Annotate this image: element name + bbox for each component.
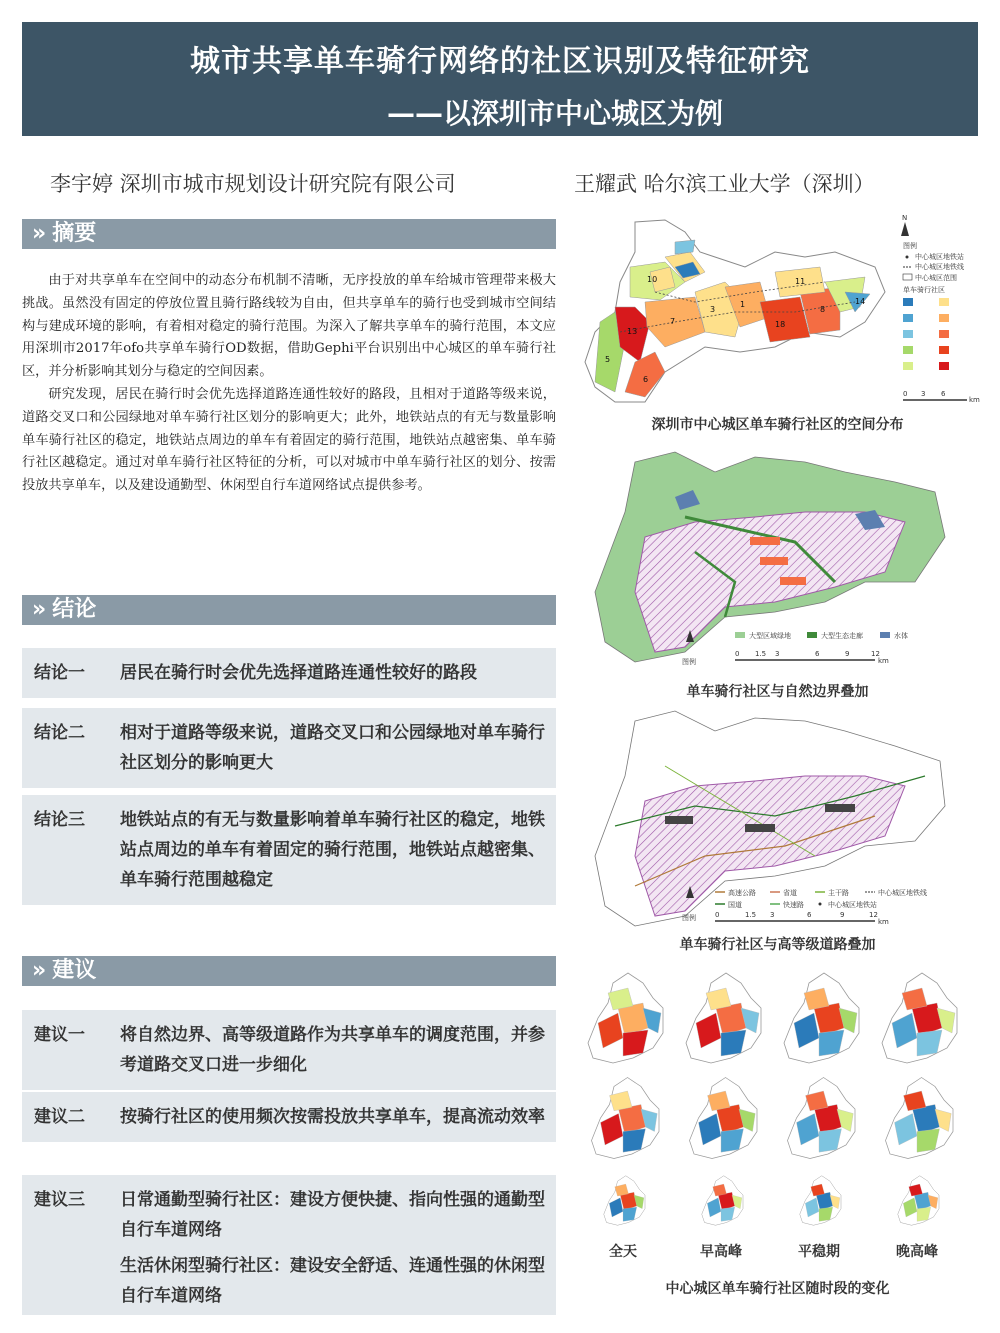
mini-map	[690, 1078, 758, 1159]
mini-map	[886, 1078, 954, 1159]
community-label: 14	[855, 297, 866, 306]
svg-text:6: 6	[807, 911, 812, 919]
legend-title: 图例	[682, 658, 696, 666]
author-1: 李宇婷 深圳市城市规划设计研究院有限公司	[50, 172, 456, 196]
conclusion-3-label: 结论三	[34, 810, 85, 830]
map3-caption: 单车骑行社区与高等级道路叠加	[679, 937, 876, 953]
legend-item: 中心城区地铁线	[878, 889, 927, 897]
conclusion-2	[22, 708, 556, 788]
community-label: 7	[670, 317, 676, 326]
suggestion-1-label: 建议一	[34, 1025, 85, 1045]
svg-text:6: 6	[815, 650, 820, 658]
community-label: 8	[820, 305, 826, 314]
svg-text:km: km	[878, 918, 889, 926]
legend-title: 图例	[682, 914, 696, 922]
svg-text:0: 0	[735, 650, 740, 658]
legend-swatch	[939, 314, 949, 322]
legend-item: 中心城区地铁线	[915, 263, 964, 271]
scale-bar	[903, 390, 980, 404]
svg-text:km: km	[878, 657, 889, 665]
svg-text:6: 6	[941, 390, 946, 398]
community-label: 18	[775, 320, 786, 329]
conclusion-1-label: 结论一	[34, 663, 85, 683]
suggestions-heading: 建议	[52, 958, 97, 983]
map-natural-boundaries	[575, 442, 980, 672]
conclusion-3-text: 地铁站点的有无与数量影响着单车骑行社区的稳定，地铁站点周边的单车有着固定的骑行范围，地铁站点越密集、单车骑行范围越稳定	[120, 810, 545, 890]
map2-caption: 单车骑行社区与自然边界叠加	[686, 684, 869, 700]
chevron-right-icon: »	[32, 958, 47, 983]
legend-item: 主干路	[828, 889, 849, 897]
conclusions-heading: 结论	[52, 597, 97, 622]
suggestion-2-text: 按骑行社区的使用频次按需投放共享单车，提高流动效率	[120, 1107, 545, 1127]
title-banner	[22, 22, 978, 136]
legend-item: 中心城区地铁站	[915, 253, 964, 261]
author-2: 王耀武 哈尔滨工业大学（深圳）	[574, 172, 875, 196]
suggestion-2-label: 建议二	[34, 1107, 85, 1127]
period-label-off-peak: 平稳期	[798, 1244, 840, 1260]
chevron-right-icon: »	[32, 221, 47, 246]
legend-item: 中心城区范围	[915, 274, 957, 282]
legend-swatch	[939, 362, 949, 370]
community-label: 11	[795, 277, 806, 286]
period-label-evening-peak: 晚高峰	[896, 1244, 938, 1260]
svg-text:12: 12	[871, 650, 880, 658]
legend-title: 图例	[903, 242, 917, 250]
legend-item: 水体	[894, 632, 908, 640]
suggestion-3-label: 建议三	[34, 1190, 85, 1210]
legend-subtitle: 单车骑行社区	[903, 286, 945, 294]
legend-swatch	[939, 330, 949, 338]
svg-text:12: 12	[869, 911, 878, 919]
conclusions-heading-bar	[22, 595, 556, 625]
mini-map	[686, 973, 761, 1063]
legend-swatch	[903, 330, 913, 338]
conclusion-3	[22, 795, 556, 905]
north-arrow-icon	[901, 214, 909, 236]
community-label: 10	[647, 275, 658, 284]
suggestion-2	[22, 1092, 556, 1142]
abstract-heading-bar	[22, 219, 556, 249]
legend-swatch	[939, 298, 949, 306]
mini-map	[604, 1176, 645, 1226]
abstract-heading: 摘要	[52, 221, 97, 246]
legend-item: 省道	[783, 889, 797, 897]
svg-text:0: 0	[715, 911, 720, 919]
legend-item: 高速公路	[728, 889, 756, 897]
map4-caption: 中心城区单车骑行社区随时段的变化	[665, 1281, 890, 1297]
conclusion-2-label: 结论二	[34, 723, 85, 743]
period-label-morning-peak: 早高峰	[700, 1244, 742, 1260]
abstract-paragraph-1: 由于对共享单车在空间中的动态分布机制不清晰，无序投放的单车给城市管理带来极大挑战。虽然没有固定的停放位置且骑行路线较为自由，但共享单车的骑行也受到城市空间结构与建成环境的影响，有着相对稳定的骑行范围。为深入了解共享单车的骑行范围，本文应用深圳市2017年ofo共享单车骑行OD数据，借助Gephi平台识别出中心城区的单车骑行社区，并分析影响其划分与稳定的空间因素。	[22, 273, 556, 380]
community-label: 1	[740, 300, 746, 309]
legend-swatch	[903, 298, 913, 306]
page-subtitle: ——以深圳市中心城区为例	[386, 97, 723, 130]
legend-item: 国道	[728, 901, 742, 909]
mini-map	[800, 1176, 841, 1226]
abstract-paragraph-2: 研究发现，居民在骑行时会优先选择道路连通性较好的路段，且相对于道路等级来说，道路交叉口和公园绿地对单车骑行社区划分的影响更大；此外，地铁站点的有无与数量影响单车骑行社区的稳定，地铁站点周边的单车有着固定的骑行范围，地铁站点越密集、单车骑行社区越稳定。通过对单车骑行社区特征的分析，可以对城市中单车骑行社区的划分、按需投放共享单车，以及建设通勤型、休闲型自行车道网络试点提供参考。	[22, 386, 556, 494]
legend-item: 中心城区地铁站	[828, 901, 877, 909]
period-label-all-day: 全天	[609, 1244, 637, 1260]
community-label: 3	[710, 305, 716, 314]
svg-text:3: 3	[770, 911, 775, 919]
svg-text:1.5: 1.5	[745, 911, 757, 919]
legend-swatches	[903, 298, 949, 370]
legend-swatch	[903, 346, 913, 354]
abstract-body	[22, 270, 556, 498]
map-community-distribution	[575, 212, 980, 412]
legend-swatch	[903, 314, 913, 322]
map-time-periods	[575, 968, 980, 1260]
svg-text:1.5: 1.5	[755, 650, 767, 658]
chevron-right-icon: »	[32, 597, 47, 622]
mini-map	[898, 1176, 939, 1226]
svg-text:3: 3	[921, 390, 926, 398]
conclusion-1-text: 居民在骑行时会优先选择道路连通性较好的路段	[120, 663, 477, 683]
suggestion-3-text-2: 生活休闲型骑行社区：建设安全舒适、连通性强的休闲型自行车道网络	[120, 1256, 545, 1306]
svg-text:3: 3	[775, 650, 780, 658]
suggestion-3	[22, 1175, 556, 1315]
mini-maps	[588, 973, 957, 1225]
mini-map	[592, 1078, 660, 1159]
mini-map	[588, 973, 663, 1063]
legend-swatch	[903, 362, 913, 370]
conclusion-1	[22, 648, 556, 698]
svg-text:9: 9	[845, 650, 850, 658]
mini-map	[784, 973, 859, 1063]
legend-swatch	[939, 346, 949, 354]
legend-item: 大型生态走廊	[821, 632, 863, 640]
conclusion-2-text: 相对于道路等级来说，道路交叉口和公园绿地对单车骑行社区划分的影响更大	[120, 723, 545, 773]
mini-map	[788, 1078, 856, 1159]
suggestion-1-text: 将自然边界、高等级道路作为共享单车的调度范围，并参考道路交叉口进一步细化	[120, 1025, 545, 1075]
map1-caption: 深圳市中心城区单车骑行社区的空间分布	[651, 417, 904, 433]
suggestion-1	[22, 1010, 556, 1090]
svg-text:N: N	[902, 214, 908, 222]
map-road-network	[575, 706, 980, 931]
svg-text:0: 0	[903, 390, 908, 398]
suggestion-3-text: 日常通勤型骑行社区：建设方便快捷、指向性强的通勤型自行车道网络	[120, 1190, 545, 1240]
legend-item: 快速路	[783, 901, 804, 909]
suggestions-heading-bar	[22, 956, 556, 986]
community-label: 6	[643, 375, 649, 384]
legend-item: 大型区域绿地	[749, 632, 791, 640]
community-label: 5	[605, 355, 611, 364]
svg-text:9: 9	[840, 911, 845, 919]
page-title: 城市共享单车骑行网络的社区识别及特征研究	[190, 44, 810, 79]
authors	[50, 168, 950, 198]
mini-map	[882, 973, 957, 1063]
community-label: 13	[627, 327, 638, 336]
mini-map	[702, 1176, 743, 1226]
svg-text:km: km	[969, 396, 980, 404]
